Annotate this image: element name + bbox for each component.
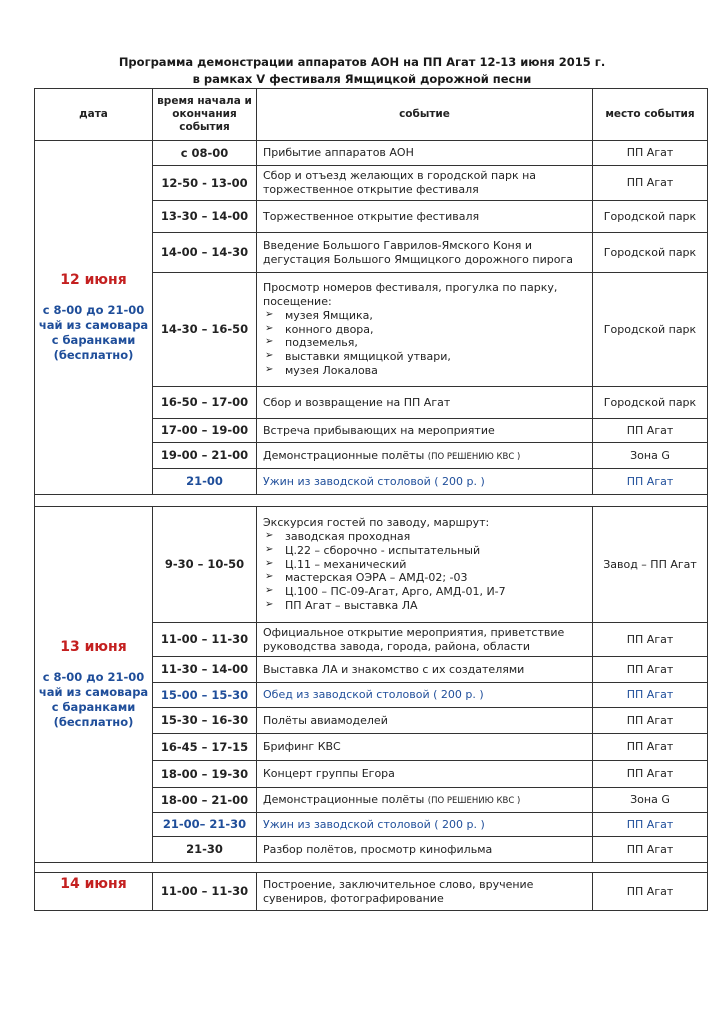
event-content: [263, 210, 479, 224]
schedule-table: [34, 88, 707, 910]
place-cell: [592, 622, 708, 657]
event-text: Введение Большого Гаврилов-Ямского Коня и дегустация Большого Ямщицкого дорожного пирога: [263, 238, 573, 266]
time-cell: [152, 165, 257, 201]
event-text: Демонстрационные полёты: [263, 793, 425, 807]
event-bullet-item: ➢ подземелья,: [263, 336, 586, 350]
event-place: ПП Агат: [626, 423, 674, 437]
event-place: Городской парк: [603, 209, 697, 223]
event-place: ПП Агат: [626, 662, 674, 676]
event-bullet-list: [263, 530, 506, 613]
event-cell: [256, 272, 593, 387]
event-content: [263, 169, 586, 197]
event-place: Зона G: [630, 448, 670, 462]
event-bullet-item: ➢ конного двора,: [263, 323, 586, 337]
event-place: ПП Агат: [626, 884, 674, 898]
header-event-label: событие: [399, 107, 450, 120]
event-content: [263, 740, 341, 754]
time-cell: [152, 812, 257, 837]
event-time: 12-50 - 13-00: [161, 175, 248, 190]
time-cell: [152, 733, 257, 761]
document-title: Программа демонстрации аппаратов АОН на ПП Агат 12-13 июня 2015 г.: [118, 55, 606, 69]
event-content: [263, 767, 395, 781]
event-text: Разбор полётов, просмотр кинофильма: [263, 842, 493, 856]
event-time: 11-00 – 11-30: [160, 884, 249, 899]
event-bullet-item: ➢ заводская проходная: [263, 530, 506, 544]
event-cell: [256, 140, 593, 166]
event-time: 18-00 – 19-30: [160, 766, 249, 781]
event-time: 11-30 – 14-00: [160, 662, 249, 677]
event-note: (ПО РЕШЕНИЮ КВС ): [427, 451, 521, 462]
event-content: [263, 516, 506, 612]
place-cell: [592, 200, 708, 233]
place-cell: [592, 418, 708, 443]
time-cell: [152, 656, 257, 683]
place-cell: [592, 787, 708, 813]
event-cell: [256, 656, 593, 683]
event-time: 17-00 – 19-00: [160, 423, 249, 438]
event-time: 9-30 – 10-50: [164, 557, 245, 572]
header-place-label: место события: [605, 107, 695, 120]
event-cell: [256, 787, 593, 813]
event-bullet-item: ➢ музея Локалова: [263, 364, 586, 378]
date-cell: [34, 506, 153, 863]
event-text: Сбор и возвращение на ПП Агат: [263, 395, 451, 409]
event-content: [263, 146, 414, 160]
time-cell: [152, 386, 257, 419]
event-cell: [256, 872, 593, 911]
place-cell: [592, 733, 708, 761]
event-place: ПП Агат: [626, 767, 674, 781]
event-text: Сбор и отъезд желающих в городской парк на торжественное открытие фестиваля: [263, 169, 537, 196]
event-text: Экскурсия гостей по заводу, маршрут:: [263, 516, 490, 530]
event-note: (ПО РЕШЕНИЮ КВС ): [427, 796, 521, 807]
event-cell: [256, 682, 593, 708]
event-text: Полёты авиамоделей: [263, 713, 388, 727]
day-date: 14 июня: [60, 875, 127, 892]
event-time: 21-00: [186, 474, 223, 489]
place-cell: [592, 165, 708, 201]
event-place: ПП Агат: [626, 146, 674, 160]
time-cell: [152, 140, 257, 166]
place-cell: [592, 232, 708, 273]
event-text: Прибытие аппаратов АОН: [263, 146, 414, 160]
event-place: ПП Агат: [626, 817, 674, 831]
event-cell: [256, 812, 593, 837]
event-content: [263, 424, 495, 438]
place-cell: [592, 386, 708, 419]
event-time: 21-30: [186, 842, 223, 857]
event-bullet-item: ➢ ПП Агат – выставка ЛА: [263, 599, 506, 613]
event-cell: [256, 836, 593, 863]
event-content: [263, 714, 388, 728]
event-time: 14-00 – 14-30: [160, 245, 249, 260]
day-note: с 8-00 до 21-00 чай из самовара с баранками (бесплатно): [38, 670, 149, 730]
event-place: Городской парк: [603, 322, 697, 336]
event-time: 18-00 – 21-00: [160, 792, 249, 807]
event-text: Демонстрационные полёты: [263, 448, 425, 462]
event-bullet-item: ➢ Ц.22 – сборочно - испытательный: [263, 544, 506, 558]
event-content: [263, 449, 520, 463]
event-time: 13-30 – 14-00: [160, 209, 249, 224]
time-cell: [152, 622, 257, 657]
event-content: [263, 663, 524, 677]
header-time-label: время начала и окончания события: [157, 94, 252, 134]
time-cell: [152, 418, 257, 443]
event-text: Брифинг КВС: [263, 740, 341, 754]
event-cell: [256, 506, 593, 623]
place-cell: [592, 707, 708, 734]
event-cell: [256, 386, 593, 419]
place-cell: [592, 682, 708, 708]
event-time: с 08-00: [180, 145, 229, 160]
event-text: Обед из заводской столовой ( 200 р. ): [263, 688, 484, 702]
event-time: 21-00– 21-30: [162, 817, 247, 832]
event-cell: [256, 418, 593, 443]
event-content: [263, 626, 586, 654]
event-bullet-list: [263, 309, 586, 378]
event-place: ПП Агат: [626, 632, 674, 646]
event-bullet-item: ➢ музея Ямщика,: [263, 309, 586, 323]
event-bullet-item: ➢ Ц.11 – механический: [263, 558, 506, 572]
header-place: [592, 88, 708, 141]
event-content: [263, 688, 484, 702]
event-content: [263, 239, 586, 267]
event-cell: [256, 707, 593, 734]
event-place: ПП Агат: [626, 740, 674, 754]
header-date-label: дата: [79, 107, 108, 120]
event-place: Зона G: [630, 793, 670, 807]
header-event: [256, 88, 593, 141]
place-cell: [592, 140, 708, 166]
event-content: [263, 878, 586, 906]
event-place: Завод – ПП Агат: [603, 557, 697, 571]
time-cell: [152, 442, 257, 469]
place-cell: [592, 836, 708, 863]
event-content: [263, 843, 492, 857]
event-cell: [256, 442, 593, 469]
event-time: 15-00 – 15-30: [160, 687, 249, 702]
event-text: Построение, заключительное слово, вручение сувениров, фотографирование: [263, 877, 534, 905]
date-cell: [34, 140, 153, 495]
place-cell: [592, 812, 708, 837]
time-cell: [152, 836, 257, 863]
day-date: 13 июня: [60, 638, 127, 655]
event-place: ПП Агат: [626, 842, 674, 856]
place-cell: [592, 872, 708, 911]
document-subtitle: в рамках V фестиваля Ямщицкой дорожной песни: [192, 72, 532, 86]
time-cell: [152, 506, 257, 623]
event-place: ПП Агат: [626, 474, 674, 488]
day-note: с 8-00 до 21-00 чай из самовара с баранками (бесплатно): [38, 303, 149, 363]
date-cell: [34, 872, 153, 911]
event-text: Ужин из заводской столовой ( 200 р. ): [263, 474, 485, 488]
event-cell: [256, 468, 593, 495]
time-cell: [152, 760, 257, 788]
event-content: [263, 396, 450, 410]
time-cell: [152, 200, 257, 233]
time-cell: [152, 272, 257, 387]
time-cell: [152, 872, 257, 911]
header-date: [34, 88, 153, 141]
event-text: Концерт группы Егора: [263, 767, 395, 781]
event-cell: [256, 200, 593, 233]
event-content: [263, 818, 485, 832]
place-cell: [592, 506, 708, 623]
event-time: 19-00 – 21-00: [160, 448, 249, 463]
event-place: ПП Агат: [626, 688, 674, 702]
event-content: [263, 281, 586, 377]
event-place: Городской парк: [603, 245, 697, 259]
event-content: [263, 475, 485, 489]
event-place: ПП Агат: [626, 713, 674, 727]
event-cell: [256, 733, 593, 761]
event-cell: [256, 760, 593, 788]
event-text: Встреча прибывающих на мероприятие: [263, 423, 495, 437]
day-date: 12 июня: [60, 271, 127, 288]
event-bullet-item: ➢ мастерская ОЭРА – АМД-02; -03: [263, 571, 506, 585]
time-cell: [152, 232, 257, 273]
time-cell: [152, 682, 257, 708]
event-bullet-item: ➢ Ц.100 – ПС-09-Агат, Арго, АМД-01, И-7: [263, 585, 506, 599]
event-time: 16-50 – 17-00: [160, 395, 249, 410]
event-cell: [256, 622, 593, 657]
event-text: Торжественное открытие фестиваля: [263, 209, 480, 223]
event-text: Ужин из заводской столовой ( 200 р. ): [263, 817, 485, 831]
event-text: Официальное открытие мероприятия, приветствие руководства завода, города, района, области: [263, 625, 565, 653]
header-time: [152, 88, 257, 141]
event-cell: [256, 232, 593, 273]
event-cell: [256, 165, 593, 201]
event-text: Выставка ЛА и знакомство с их создателями: [263, 662, 525, 676]
event-time: 15-30 – 16-30: [160, 713, 249, 728]
place-cell: [592, 468, 708, 495]
time-cell: [152, 787, 257, 813]
place-cell: [592, 442, 708, 469]
event-content: [263, 793, 520, 807]
event-time: 11-00 – 11-30: [160, 632, 249, 647]
event-time: 14-30 – 16-50: [160, 322, 249, 337]
event-time: 16-45 – 17-15: [160, 739, 249, 754]
place-cell: [592, 760, 708, 788]
place-cell: [592, 272, 708, 387]
event-bullet-item: ➢ выставки ямщицкой утвари,: [263, 350, 586, 364]
event-place: ПП Агат: [626, 176, 674, 190]
place-cell: [592, 656, 708, 683]
event-text: Просмотр номеров фестиваля, прогулка по парку, посещение:: [263, 281, 558, 309]
time-cell: [152, 468, 257, 495]
time-cell: [152, 707, 257, 734]
event-place: Городской парк: [603, 395, 697, 409]
